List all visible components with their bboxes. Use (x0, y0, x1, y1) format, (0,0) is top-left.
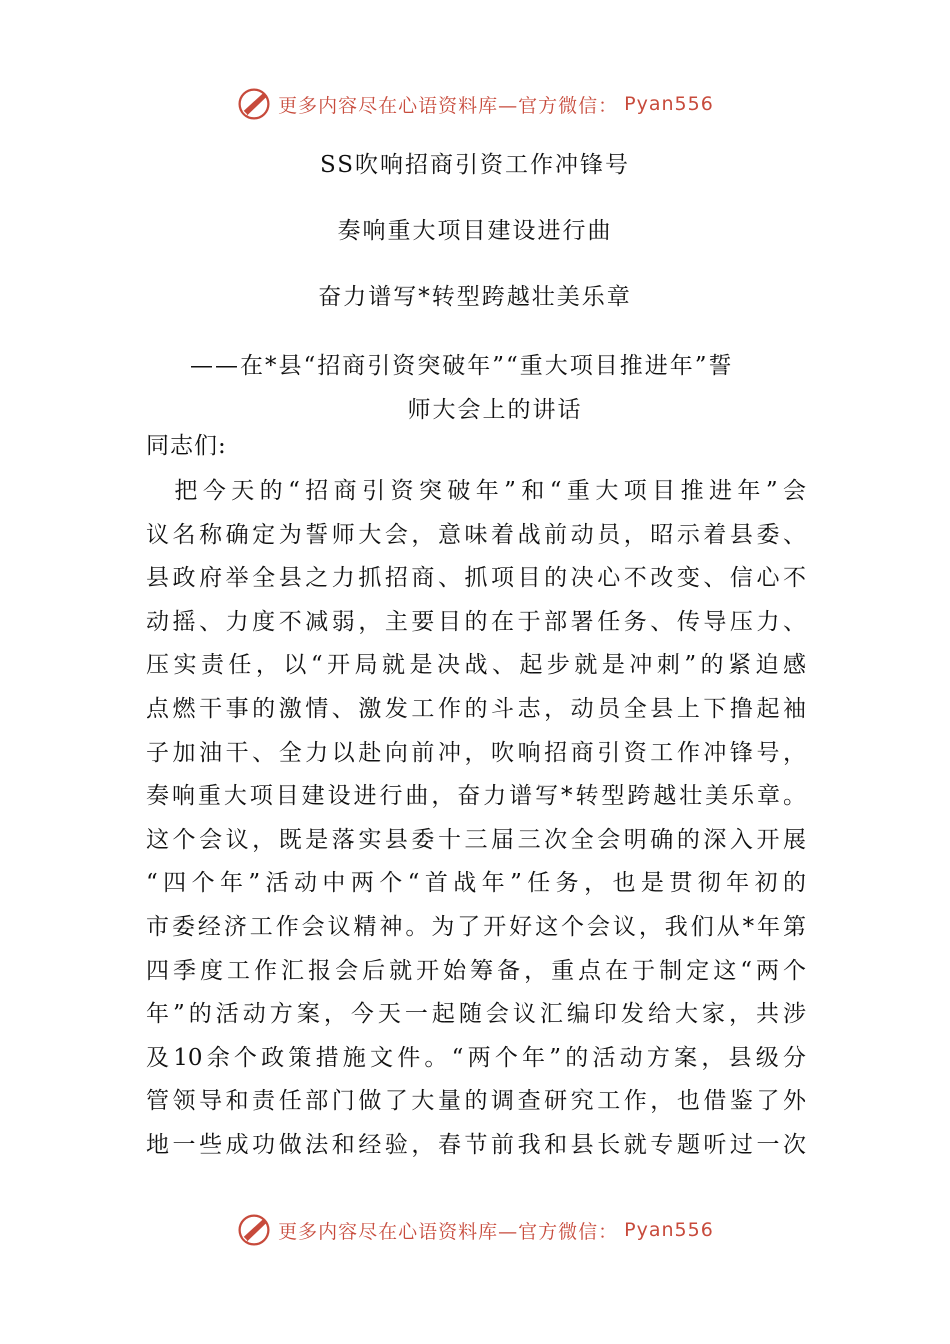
body-line: 动摇、力度不减弱，主要目的在于部署任务、传导压力、 (146, 608, 806, 635)
body-line: 压实责任，以“开局就是决战、起步就是冲刺”的紧迫感 (146, 652, 806, 679)
body-line: 管领导和责任部门做了大量的调查研究工作，也借鉴了外 (146, 1088, 806, 1115)
body-line: 点燃干事的激情、激发工作的斗志，动员全县上下撸起袖 (146, 695, 806, 722)
title-line-3: 奋力谱写*转型跨越壮美乐章 (318, 284, 632, 310)
body-line: 议名称确定为誓师大会，意味着战前动员，昭示着县委、 (146, 521, 806, 548)
subtitle-line-1: ——在*县“招商引资突破年”“重大项目推进年”誓 (190, 353, 734, 379)
body-line: 地一些成功做法和经验，春节前我和县长就专题听过一次 (146, 1131, 806, 1158)
body-line: 年”的活动方案，今天一起随会议汇编印发给大家，共涉 (146, 1001, 806, 1028)
footer-watermark (0, 1212, 950, 1248)
body-line: 把今天的“招商引资突破年”和“重大项目推进年”会 (146, 478, 806, 504)
body-line: 子加油干、全力以赴向前冲，吹响招商引资工作冲锋号， (146, 739, 806, 766)
subtitle (190, 344, 800, 432)
title-line-1: SS吹响招商引资工作冲锋号 (319, 152, 631, 178)
greeting: 同志们: (146, 433, 227, 459)
body-line: 及10余个政策措施文件。“两个年”的活动方案，县级分 (146, 1044, 806, 1071)
watermark-text: 更多内容尽在心语资料库—官方微信： (278, 1220, 619, 1243)
body-line: 这个会议，既是落实县委十三届三次全会明确的深入开展 (146, 826, 806, 853)
subtitle-line-2: 师大会上的讲话 (407, 397, 583, 423)
watermark-wechat-id: Pyan556 (624, 1219, 714, 1241)
body-line: 县政府举全县之力抓招商、抓项目的决心不改变、信心不 (146, 565, 806, 592)
watermark-text: 更多内容尽在心语资料库—官方微信： (278, 94, 619, 117)
body-line: 奏响重大项目建设进行曲，奋力谱写*转型跨越壮美乐章。 (146, 783, 806, 810)
header-watermark (0, 86, 950, 122)
pen-logo-icon (236, 1212, 272, 1248)
watermark-wechat-id: Pyan556 (624, 93, 714, 115)
title-line-2: 奏响重大项目建设进行曲 (337, 218, 613, 244)
body-paragraph (146, 470, 806, 1168)
body-line: 市委经济工作会议精神。为了开好这个会议，我们从*年第 (146, 913, 806, 940)
body-line: “四个年”活动中两个“首战年”任务，也是贯彻年初的 (146, 870, 806, 897)
pen-logo-icon (236, 86, 272, 122)
body-line: 四季度工作汇报会后就开始筹备，重点在于制定这“两个 (146, 957, 806, 984)
